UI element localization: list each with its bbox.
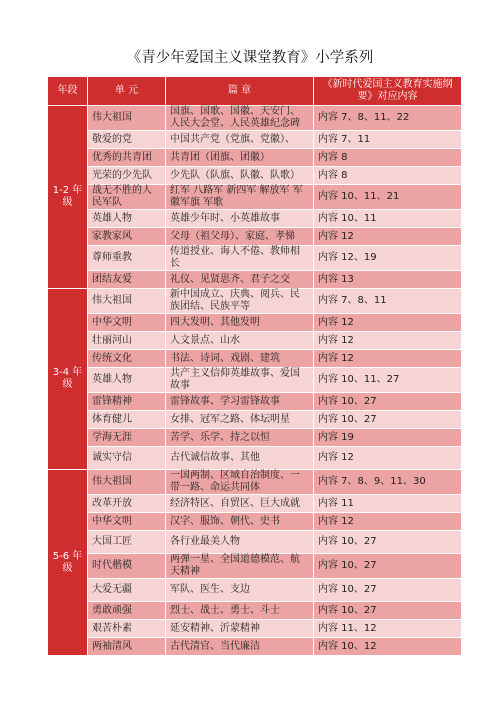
grade-cell: 5-6 年级 — [48, 470, 88, 656]
content-cell: 内容 10、27 — [314, 411, 462, 429]
unit-cell: 敬爱的党 — [88, 131, 166, 149]
table-row — [48, 531, 462, 554]
content-cell: 内容 8 — [314, 167, 462, 185]
table-row — [48, 429, 462, 447]
table-row — [48, 210, 462, 228]
table-row — [48, 579, 462, 602]
unit-cell: 中华文明 — [88, 513, 166, 531]
chapter-cell: 共产主义信仰英雄故事、爱国故事 — [166, 368, 314, 393]
content-cell: 内容 10、27 — [314, 531, 462, 554]
unit-cell: 壮丽河山 — [88, 332, 166, 350]
unit-cell: 艰苦朴素 — [88, 620, 166, 638]
chapter-cell: 国旗、国歌、国徽、天安门、人民大会堂、人民英雄纪念碑 — [166, 106, 314, 131]
table-row — [48, 246, 462, 271]
chapter-cell: 一国两制、区域自治制度、一带一路、命运共同体 — [166, 470, 314, 495]
content-cell: 内容 12 — [314, 447, 462, 470]
content-cell: 内容 7、11 — [314, 131, 462, 149]
unit-cell: 光荣的少先队 — [88, 167, 166, 185]
chapter-cell: 军队、医生、支边 — [166, 579, 314, 602]
chapter-cell: 新中国成立、庆典、阅兵、民族团结、民族平等 — [166, 289, 314, 314]
header-grade: 年段 — [48, 77, 88, 106]
table-row — [48, 271, 462, 289]
table-row — [48, 185, 462, 210]
unit-cell: 勇敢顽强 — [88, 602, 166, 620]
content-cell: 内容 8 — [314, 149, 462, 167]
chapter-cell: 传道授业、诲人不倦、教师相长 — [166, 246, 314, 271]
content-cell: 内容 12、19 — [314, 246, 462, 271]
unit-cell: 优秀的共青团 — [88, 149, 166, 167]
chapter-cell: 人文景点、山水 — [166, 332, 314, 350]
chapter-cell: 礼仪、见贤思齐、君子之交 — [166, 271, 314, 289]
unit-cell: 时代楷模 — [88, 554, 166, 579]
table-row — [48, 228, 462, 246]
chapter-cell: 书法、诗词、戏剧、建筑 — [166, 350, 314, 368]
chapter-cell: 少先队（队旗、队徽、队歌） — [166, 167, 314, 185]
grade-cell: 3-4 年级 — [48, 289, 88, 470]
content-cell: 内容 10、11、27 — [314, 368, 462, 393]
content-cell: 内容 10、27 — [314, 602, 462, 620]
unit-cell: 体育健儿 — [88, 411, 166, 429]
table-row — [48, 554, 462, 579]
chapter-cell: 女排、冠军之路、体坛明星 — [166, 411, 314, 429]
table-row — [48, 289, 462, 314]
chapter-cell: 延安精神、沂蒙精神 — [166, 620, 314, 638]
table-row — [48, 131, 462, 149]
table-row — [48, 332, 462, 350]
content-cell: 内容 10、12 — [314, 638, 462, 656]
table-row — [48, 620, 462, 638]
unit-cell: 伟大祖国 — [88, 289, 166, 314]
table-row — [48, 149, 462, 167]
table-row — [48, 447, 462, 470]
unit-cell: 改革开放 — [88, 495, 166, 513]
content-cell: 内容 19 — [314, 429, 462, 447]
table-row — [48, 314, 462, 332]
unit-cell: 团结友爱 — [88, 271, 166, 289]
table-row — [48, 350, 462, 368]
content-cell: 内容 10、11、21 — [314, 185, 462, 210]
unit-cell: 伟大祖国 — [88, 106, 166, 131]
content-cell: 内容 12 — [314, 350, 462, 368]
page-title: 《青少年爱国主义课堂教育》小学系列 — [126, 50, 374, 66]
content-cell: 内容 10、27 — [314, 393, 462, 411]
content-cell: 内容 11 — [314, 495, 462, 513]
header-outline: 《新时代爱国主义教育实施纲要》对应内容 — [314, 77, 462, 106]
chapter-cell: 父母（祖父母）、家庭、孝悌 — [166, 228, 314, 246]
curriculum-table — [47, 76, 462, 656]
chapter-cell: 各行业最美人物 — [166, 531, 314, 554]
content-cell: 内容 7、8、9、11、30 — [314, 470, 462, 495]
chapter-cell: 烈士、战士、勇士、斗士 — [166, 602, 314, 620]
table-row — [48, 602, 462, 620]
unit-cell: 家教家风 — [88, 228, 166, 246]
chapter-cell: 汉字、服饰、朝代、史书 — [166, 513, 314, 531]
content-cell: 内容 10、27 — [314, 554, 462, 579]
content-cell: 内容 13 — [314, 271, 462, 289]
chapter-cell: 英雄少年时、小英雄故事 — [166, 210, 314, 228]
table-row — [48, 393, 462, 411]
content-cell: 内容 12 — [314, 314, 462, 332]
table-row — [48, 470, 462, 495]
unit-cell: 大爱无疆 — [88, 579, 166, 602]
content-cell: 内容 10、11 — [314, 210, 462, 228]
table-row — [48, 495, 462, 513]
content-cell: 内容 12 — [314, 332, 462, 350]
unit-cell: 英雄人物 — [88, 210, 166, 228]
chapter-cell: 经济特区、自贸区、巨大成就 — [166, 495, 314, 513]
unit-cell: 传统文化 — [88, 350, 166, 368]
grade-cell: 1-2 年级 — [48, 106, 88, 289]
chapter-cell: 中国共产党（党旗、党徽）、 — [166, 131, 314, 149]
table-row — [48, 167, 462, 185]
unit-cell: 诚实守信 — [88, 447, 166, 470]
chapter-cell: 苦学、乐学、持之以恒 — [166, 429, 314, 447]
chapter-cell: 红军 八路军 新四军 解放军 军徽军旗 军歌 — [166, 185, 314, 210]
chapter-cell: 雷锋故事、学习雷锋故事 — [166, 393, 314, 411]
unit-cell: 两袖清风 — [88, 638, 166, 656]
table-row — [48, 106, 462, 131]
content-cell: 内容 12 — [314, 513, 462, 531]
table-header-row — [48, 77, 462, 106]
content-cell: 内容 10、27 — [314, 579, 462, 602]
header-unit: 单 元 — [88, 77, 166, 106]
header-chapter: 篇 章 — [166, 77, 314, 106]
unit-cell: 大国工匠 — [88, 531, 166, 554]
unit-cell: 学海无涯 — [88, 429, 166, 447]
content-cell: 内容 7、8、11 — [314, 289, 462, 314]
table-row — [48, 368, 462, 393]
content-cell: 内容 11、12 — [314, 620, 462, 638]
content-cell: 内容 7、8、11、22 — [314, 106, 462, 131]
unit-cell: 伟大祖国 — [88, 470, 166, 495]
table-row — [48, 638, 462, 656]
table-row — [48, 513, 462, 531]
chapter-cell: 两弹一星、全国道德模范、航天精神 — [166, 554, 314, 579]
unit-cell: 战无不胜的人民军队 — [88, 185, 166, 210]
unit-cell: 尊师重教 — [88, 246, 166, 271]
chapter-cell: 古代清官、当代廉洁 — [166, 638, 314, 656]
content-cell: 内容 12 — [314, 228, 462, 246]
unit-cell: 雷锋精神 — [88, 393, 166, 411]
chapter-cell: 古代诚信故事、其他 — [166, 447, 314, 470]
unit-cell: 中华文明 — [88, 314, 166, 332]
unit-cell: 英雄人物 — [88, 368, 166, 393]
chapter-cell: 四大发明、其他发明 — [166, 314, 314, 332]
table-row — [48, 411, 462, 429]
chapter-cell: 共青团（团旗、团徽） — [166, 149, 314, 167]
